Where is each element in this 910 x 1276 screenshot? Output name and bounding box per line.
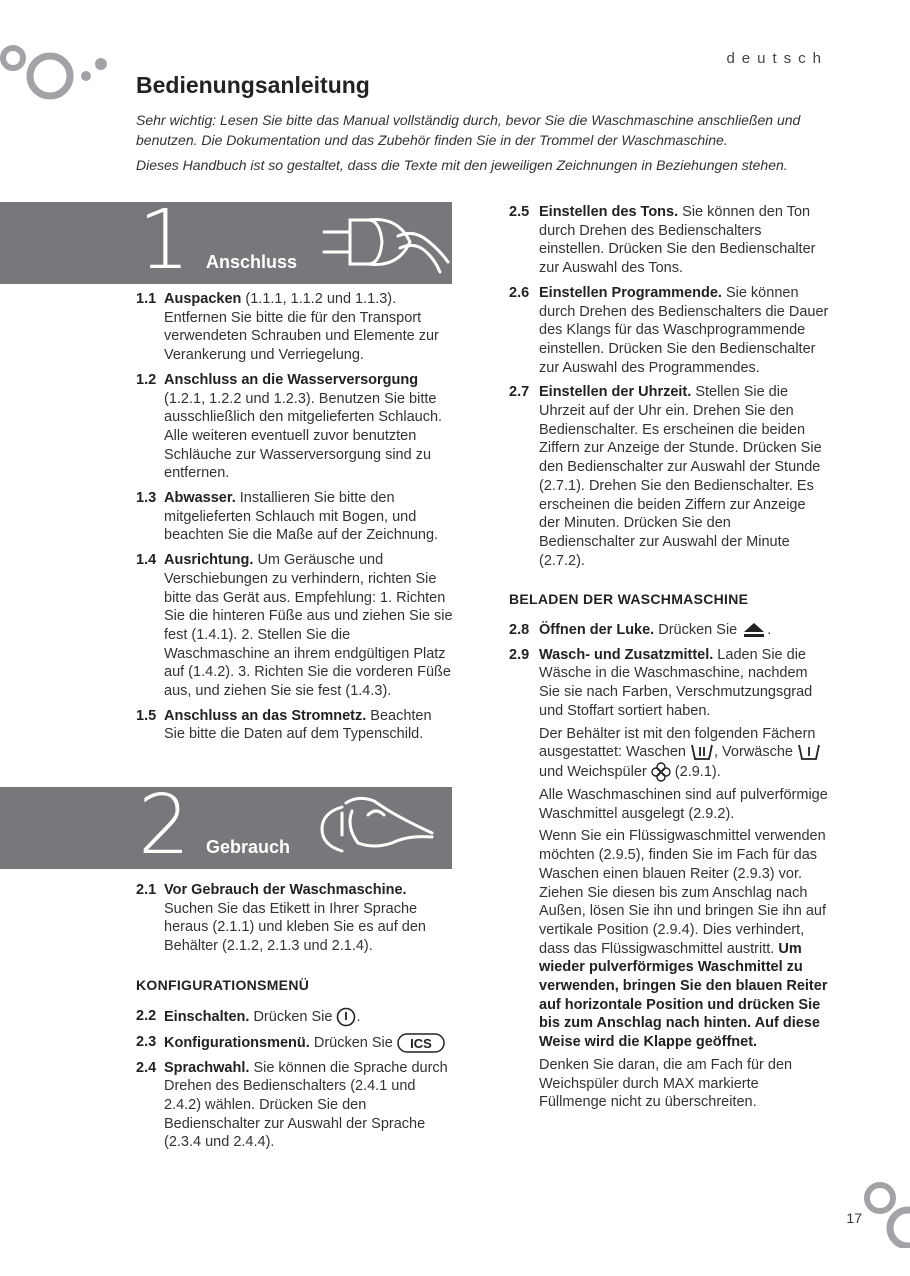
item-text-end: .: [767, 622, 772, 639]
list-item: [136, 707, 456, 744]
section-2-label: Gebrauch: [206, 837, 291, 857]
item-number: 2.9: [509, 646, 530, 663]
item-number: 1.4: [136, 552, 157, 569]
prewash-icon: [797, 743, 821, 761]
item-text: Um Geräusche und Verschiebungen zu verhindern, richten Sie bitte das Gerät aus. Empfehlung: 1. Richten Sie die hinteren Füße aus und ziehen Sie sie fest (1.4.1). 2. Stellen Sie die Waschmaschine an ihrem endgültigen Platz auf (1.4.2). 3. Richten Sie die vorderen Füße aus, und ziehen Sie sie fest (1.4.3).: [164, 552, 453, 700]
item-number: 1.2: [136, 371, 157, 388]
item-text: Laden Sie die Wäsche in die Waschmaschine, nachdem Sie sie nach Farben, Verschmutzungsgrad und Stoffart sortiert haben.: [539, 646, 813, 719]
softener-flower-icon: [651, 762, 671, 782]
item-text: Drücken Sie: [309, 1034, 393, 1051]
item-heading: Einstellen Programmende.: [539, 284, 722, 301]
item-text: Installieren Sie bitte den mitgelieferten Schlauch mit Bogen, und beachten Sie die Maße auf der Zeichnung.: [164, 490, 439, 544]
intro-paragraph-1: Sehr wichtig: Lesen Sie bitte das Manual vollständig durch, bevor Sie die Waschmaschine anschließen und benutzen. Die Dokumentation und das Zubehör finden Sie in der Trommel der Waschmaschine.: [136, 112, 801, 148]
ics-button-icon: [397, 1033, 445, 1053]
item-text-end: .: [356, 1008, 361, 1025]
item-number: 2.7: [509, 384, 530, 401]
section-1-content: [136, 290, 456, 750]
circles-decoration-icon: [860, 1178, 910, 1248]
item-text: (1.1.1, 1.1.2 und 1.1.3). Entfernen Sie bitte die für den Transport verwendeten Schrauben und Elemente zur Verankerung und Verriegelung.: [164, 291, 439, 364]
config-menu-heading: KONFIGURATIONSMENÜ: [136, 976, 310, 993]
item-text: Beachten Sie bitte die Daten auf dem Typenschild.: [164, 707, 432, 743]
loading-heading: BELADEN DER WASCHMASCHINE: [509, 591, 749, 608]
list-item: [509, 203, 829, 278]
list-item: [509, 383, 829, 570]
text: Der Behälter ist mit den folgenden Fächern ausgestattet: Waschen: [539, 725, 816, 761]
item-heading: Einschalten.: [164, 1008, 250, 1025]
text: Wenn Sie ein Flüssigwaschmittel verwenden möchten (2.9.5), finden Sie im Fach für das Waschen einen blauen Reiter (2.9.3) vor. Ziehen Sie diesen bis zum Anschlag nach Außen, lösen Sie ihn und bringen Sie ihn auf vertikale Position (2.9.4). Dies verhindert, dass das Flüssigwaschmittel austritt.: [539, 828, 826, 957]
item-number: 2.5: [509, 204, 530, 220]
item-heading: Einstellen des Tons.: [539, 204, 679, 220]
item-heading: Sprachwahl.: [164, 1059, 250, 1076]
item-number: 2.6: [509, 284, 530, 301]
text: (2.9.1).: [670, 763, 721, 780]
text: , Vorwäsche: [714, 744, 793, 761]
finger-press-button-icon: [312, 793, 447, 867]
list-item: [509, 621, 829, 640]
item-heading: Konfigurationsmenü.: [164, 1034, 310, 1051]
item-text: Drücken Sie: [654, 622, 738, 639]
bold-text: Um wieder pulverförmiges Waschmittel zu verwenden, bringen Sie den blauen Reiter auf horizontale Position und drücken Sie bis zum Anschlag nach hinten. Auf diese Weise wird die Klappe geöffnet.: [539, 940, 828, 1051]
item-heading: Ausrichtung.: [164, 552, 254, 569]
item-text: Suchen Sie das Etikett in Ihrer Sprache heraus (2.1.1) und kleben Sie es auf den Behälter (2.1.2, 2.1.3 und 2.1.4).: [164, 900, 426, 955]
list-item: [136, 881, 456, 956]
item-heading: Abwasser.: [164, 490, 236, 507]
page-number: 17: [846, 1210, 862, 1226]
item-heading: Öffnen der Luke.: [539, 622, 655, 639]
list-item: [509, 646, 829, 1112]
list-item: [136, 1059, 456, 1153]
max-paragraph: Denken Sie daran, die am Fach für den Weichspüler durch MAX markierte Füllmenge nicht zu überschreiten.: [539, 1056, 793, 1111]
section-2-banner: [0, 787, 452, 869]
list-item: [136, 371, 456, 483]
liquid-paragraph: [539, 827, 829, 1051]
ics-label: ICS: [410, 1035, 432, 1051]
section-2-content: [136, 881, 456, 1158]
main-wash-icon: [690, 743, 714, 761]
item-heading: Einstellen der Uhrzeit.: [539, 384, 692, 401]
intro-text: [136, 110, 836, 180]
item-number: 2.4: [136, 1059, 157, 1076]
section-1-banner: [0, 202, 452, 284]
item-text: (1.2.1, 1.2.2 und 1.2.3). Benutzen Sie bitte ausschließlich den mitgelieferten Schlauch. Alle weiteren eventuell zuvor benutzten Schläuche zur Wasserversorgung sind zu entfernen.: [164, 390, 443, 482]
item-text: Drücken Sie: [249, 1008, 333, 1025]
intro-paragraph-2: Dieses Handbuch ist so gestaltet, dass die Texte mit den jeweiligen Zeichnungen in Beziehungen stehen.: [136, 157, 788, 173]
section-1-label: Anschluss: [206, 252, 298, 272]
item-number: 2.8: [509, 622, 530, 639]
item-number: 1.5: [136, 707, 157, 724]
section-2-number: 2: [138, 787, 191, 869]
item-number: 2.3: [136, 1033, 157, 1050]
item-number: 2.1: [136, 882, 157, 898]
item-heading: Wasch- und Zusatzmittel.: [539, 646, 714, 663]
page-title: Bedienungsanleitung: [136, 72, 370, 98]
right-column-content: [509, 203, 829, 1118]
list-item: [136, 551, 456, 701]
item-number: 1.1: [136, 291, 157, 307]
circles-logo-icon: [0, 38, 115, 113]
item-heading: Anschluss an die Wasserversorgung: [164, 371, 419, 388]
item-number: 2.2: [136, 1007, 157, 1024]
dispenser-paragraph: [539, 725, 829, 782]
item-text: Sie können den Ton durch Drehen des Bedienschalters einstellen. Drücken Sie den Bedienschalter zur Auswahl des Tons.: [539, 204, 816, 277]
plug-icon: [320, 212, 450, 278]
item-number: 1.3: [136, 490, 157, 507]
item-heading: Anschluss an das Stromnetz.: [164, 707, 367, 724]
list-item: [136, 489, 456, 545]
item-heading: Vor Gebrauch der Waschmaschine.: [164, 882, 407, 898]
list-item: [136, 1007, 456, 1027]
list-item: [509, 284, 829, 378]
text: und Weichspüler: [539, 763, 647, 780]
item-text: Sie können durch Drehen des Bedienschalters die Dauer des Klangs für das Waschprogrammende einstellen. Drücken Sie den Bedienschalter zur Auswahl des Programmendes.: [539, 284, 829, 376]
item-text: Sie können die Sprache durch Drehen des Bedienschalters (2.4.1 und 2.4.2) wählen. Drücken Sie den Bedienschalter zur Auswahl der Sprache (2.3.4 und 2.4.4).: [164, 1059, 448, 1151]
language-label: deutsch: [726, 50, 828, 67]
powder-paragraph: Alle Waschmaschinen sind auf pulverförmige Waschmittel ausgelegt (2.9.2).: [539, 786, 828, 822]
item-text: Stellen Sie die Uhrzeit auf der Uhr ein. Drehen Sie den Bedienschalter. Es erscheinen die beiden Ziffern zur Anzeige der Stunde. Drücken Sie den Bedienschalter zur Auswahl der Stunde (2.7.1). Drehen Sie den Bedienschalter. Es erscheinen die beiden Ziffern zur Anzeige der Minuten. Drücken Sie den Bedienschalter zur Auswahl der Minute (2.7.2).: [539, 384, 822, 569]
item-heading: Auspacken: [164, 291, 242, 307]
power-icon: [336, 1007, 356, 1027]
eject-door-icon: [741, 621, 767, 639]
section-1-number: 1: [138, 202, 191, 284]
list-item: [136, 1033, 456, 1053]
list-item: [136, 290, 456, 365]
